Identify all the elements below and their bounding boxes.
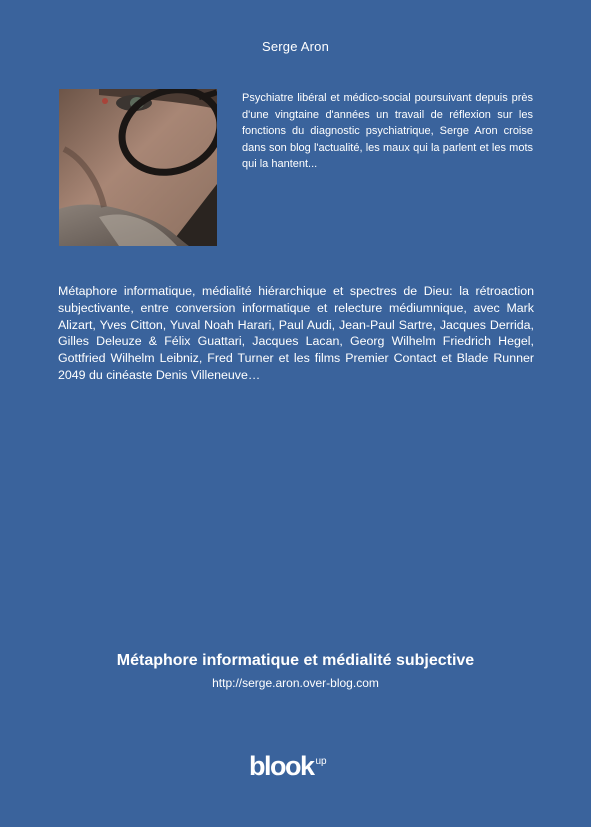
blog-url: http://serge.aron.over-blog.com [212,676,379,690]
publisher-logo [249,751,327,781]
book-title: Métaphore informatique et médialité subjective [116,652,475,669]
author-portrait [59,89,217,246]
author-name: Serge Aron [261,39,330,54]
publisher-logo-suffix: up [315,756,327,767]
publisher-logo-name: blook [249,751,314,781]
author-bio: Psychiatre libéral et médico-social poursuivant depuis près d'une vingtaine d'années un travail de réflexion sur les fonctions du diagnostic psychiatrique, Serge Aron croise dans son blog l'actualité, les maux qui la parlent et les mots qui la hantent... [242,92,533,171]
book-description: Métaphore informatique, médialité hiérarchique et spectres de Dieu: la rétroaction subjectivante, entre conversion informatique et relecture médiumnique, avec Mark Alizart, Yves Citton, Yuval Noah Harari, Paul Audi, Jean-Paul Sartre, Jacques Derrida, Gilles Deleuze & Félix Guattari, Jacques Lacan, Georg Wilhelm Friedrich Hegel, Gottfried Wilhelm Leibniz, Fred Turner et les films Premier Contact et Blade Runner 2049 du cinéaste Denis Villeneuve… [58,284,534,382]
